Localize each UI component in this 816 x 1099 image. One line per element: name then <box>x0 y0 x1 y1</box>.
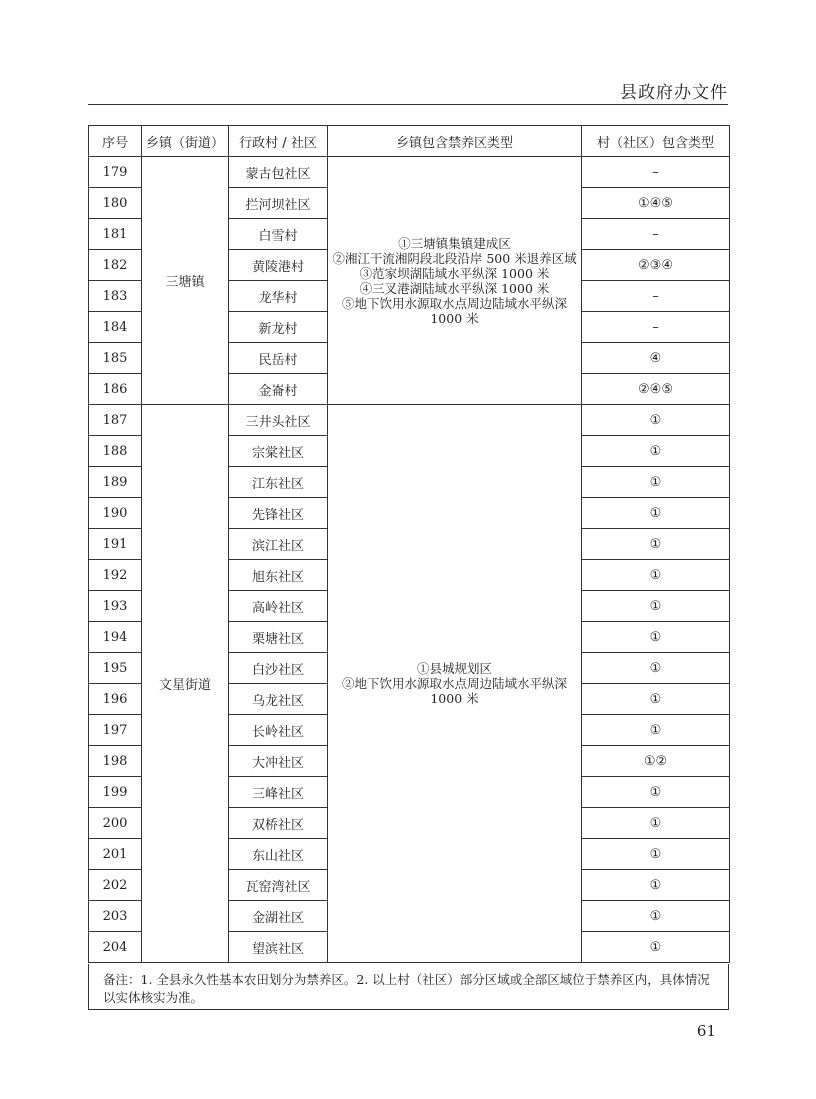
village-zone-types: ②④⑤ <box>582 374 730 405</box>
row-number: 203 <box>89 901 142 932</box>
village-zone-types: ① <box>582 839 730 870</box>
village-zone-types: ① <box>582 622 730 653</box>
village-zone-types: ① <box>582 870 730 901</box>
row-number: 191 <box>89 529 142 560</box>
village-zone-types: – <box>582 312 730 343</box>
zone-type-item: ①三塘镇集镇建成区 <box>398 235 511 251</box>
header-title: 县政府办文件 <box>620 83 728 103</box>
row-number: 199 <box>89 777 142 808</box>
page-number: 61 <box>696 1022 716 1040</box>
village-name: 先锋社区 <box>229 498 328 529</box>
zone-type-item: ①县城规划区 <box>416 661 492 676</box>
village-name: 黄陵港村 <box>229 250 328 281</box>
row-number: 194 <box>89 622 142 653</box>
village-name: 民岳村 <box>229 343 328 374</box>
row-number: 188 <box>89 436 142 467</box>
row-number: 179 <box>89 157 142 188</box>
village-name: 旭东社区 <box>229 560 328 591</box>
village-name: 蒙古包社区 <box>229 157 328 188</box>
row-number: 197 <box>89 715 142 746</box>
village-name: 新龙村 <box>229 312 328 343</box>
village-zone-types: ① <box>582 901 730 932</box>
village-name: 白沙社区 <box>229 653 328 684</box>
village-name: 乌龙社区 <box>229 684 328 715</box>
row-number: 183 <box>89 281 142 312</box>
village-zone-types: ① <box>582 932 730 963</box>
village-name: 宗棠社区 <box>229 436 328 467</box>
table-note: 备注：1. 全县永久性基本农田划分为禁养区。2. 以上村（社区）部分区域或全部区域位于禁养区内，具体情况以实体核实为准。 <box>88 964 729 1010</box>
row-number: 190 <box>89 498 142 529</box>
row-number: 187 <box>89 405 142 436</box>
row-number: 182 <box>89 250 142 281</box>
column-header-no: 序号 <box>89 126 142 157</box>
row-number: 193 <box>89 591 142 622</box>
village-zone-types: ① <box>582 405 730 436</box>
village-zone-types: ① <box>582 436 730 467</box>
row-number: 202 <box>89 870 142 901</box>
village-zone-types: ① <box>582 715 730 746</box>
row-number: 195 <box>89 653 142 684</box>
row-number: 184 <box>89 312 142 343</box>
zone-table <box>88 125 730 963</box>
village-name: 大冲社区 <box>229 746 328 777</box>
town-name: 文星街道 <box>142 405 229 963</box>
village-name: 栗塘社区 <box>229 622 328 653</box>
village-name: 江东社区 <box>229 467 328 498</box>
village-name: 长岭社区 <box>229 715 328 746</box>
village-name: 龙华村 <box>229 281 328 312</box>
village-name: 双桥社区 <box>229 808 328 839</box>
row-number: 186 <box>89 374 142 405</box>
column-header-village: 行政村 / 社区 <box>229 126 328 157</box>
village-name: 金崙村 <box>229 374 328 405</box>
village-name: 白雪村 <box>229 219 328 250</box>
village-zone-types: ① <box>582 777 730 808</box>
row-number: 196 <box>89 684 142 715</box>
village-zone-types: ① <box>582 684 730 715</box>
village-zone-types: ①② <box>582 746 730 777</box>
village-zone-types: ① <box>582 467 730 498</box>
table-header-row <box>89 126 730 157</box>
village-zone-types: ① <box>582 591 730 622</box>
column-header-town-zones: 乡镇包含禁养区类型 <box>328 126 582 157</box>
village-zone-types: ②③④ <box>582 250 730 281</box>
town-zone-types <box>328 405 582 963</box>
village-zone-types: ① <box>582 498 730 529</box>
village-zone-types: ④ <box>582 343 730 374</box>
village-zone-types: – <box>582 281 730 312</box>
village-name: 金湖社区 <box>229 901 328 932</box>
village-name: 滨江社区 <box>229 529 328 560</box>
row-number: 201 <box>89 839 142 870</box>
row-number: 189 <box>89 467 142 498</box>
town-zone-types <box>328 157 582 405</box>
village-zone-types: – <box>582 219 730 250</box>
column-header-town: 乡镇（街道） <box>142 126 229 157</box>
row-number: 204 <box>89 932 142 963</box>
zone-type-item: ③范家坝湖陆域水平纵深 1000 米 <box>359 265 550 281</box>
column-header-village-types: 村（社区）包含类型 <box>582 126 730 157</box>
village-zone-types: ① <box>582 653 730 684</box>
zone-type-item: ②地下饮用水源取水点周边陆域水平纵深 1000 米 <box>341 676 567 706</box>
village-name: 拦河坝社区 <box>229 188 328 219</box>
row-number: 180 <box>89 188 142 219</box>
row-number: 192 <box>89 560 142 591</box>
village-zone-types: ① <box>582 529 730 560</box>
village-name: 三峰社区 <box>229 777 328 808</box>
zone-type-item: ④三叉港湖陆域水平纵深 1000 米 <box>359 280 550 296</box>
village-name: 瓦窑湾社区 <box>229 870 328 901</box>
village-name: 三井头社区 <box>229 405 328 436</box>
town-name: 三塘镇 <box>142 157 229 405</box>
village-name: 望滨社区 <box>229 932 328 963</box>
table-row <box>89 405 730 436</box>
row-number: 185 <box>89 343 142 374</box>
village-zone-types: ①④⑤ <box>582 188 730 219</box>
table-body <box>89 157 730 963</box>
village-zone-types: – <box>582 157 730 188</box>
row-number: 181 <box>89 219 142 250</box>
village-name: 高岭社区 <box>229 591 328 622</box>
zone-type-item: ②湘江干流湘阴段北段沿岸 500 米退养区域 <box>332 250 577 266</box>
village-zone-types: ① <box>582 560 730 591</box>
village-zone-types: ① <box>582 808 730 839</box>
zone-type-item: ⑤地下饮用水源取水点周边陆域水平纵深 1000 米 <box>341 295 567 326</box>
header-divider <box>88 104 728 105</box>
table-row <box>89 157 730 188</box>
row-number: 200 <box>89 808 142 839</box>
row-number: 198 <box>89 746 142 777</box>
village-name: 东山社区 <box>229 839 328 870</box>
